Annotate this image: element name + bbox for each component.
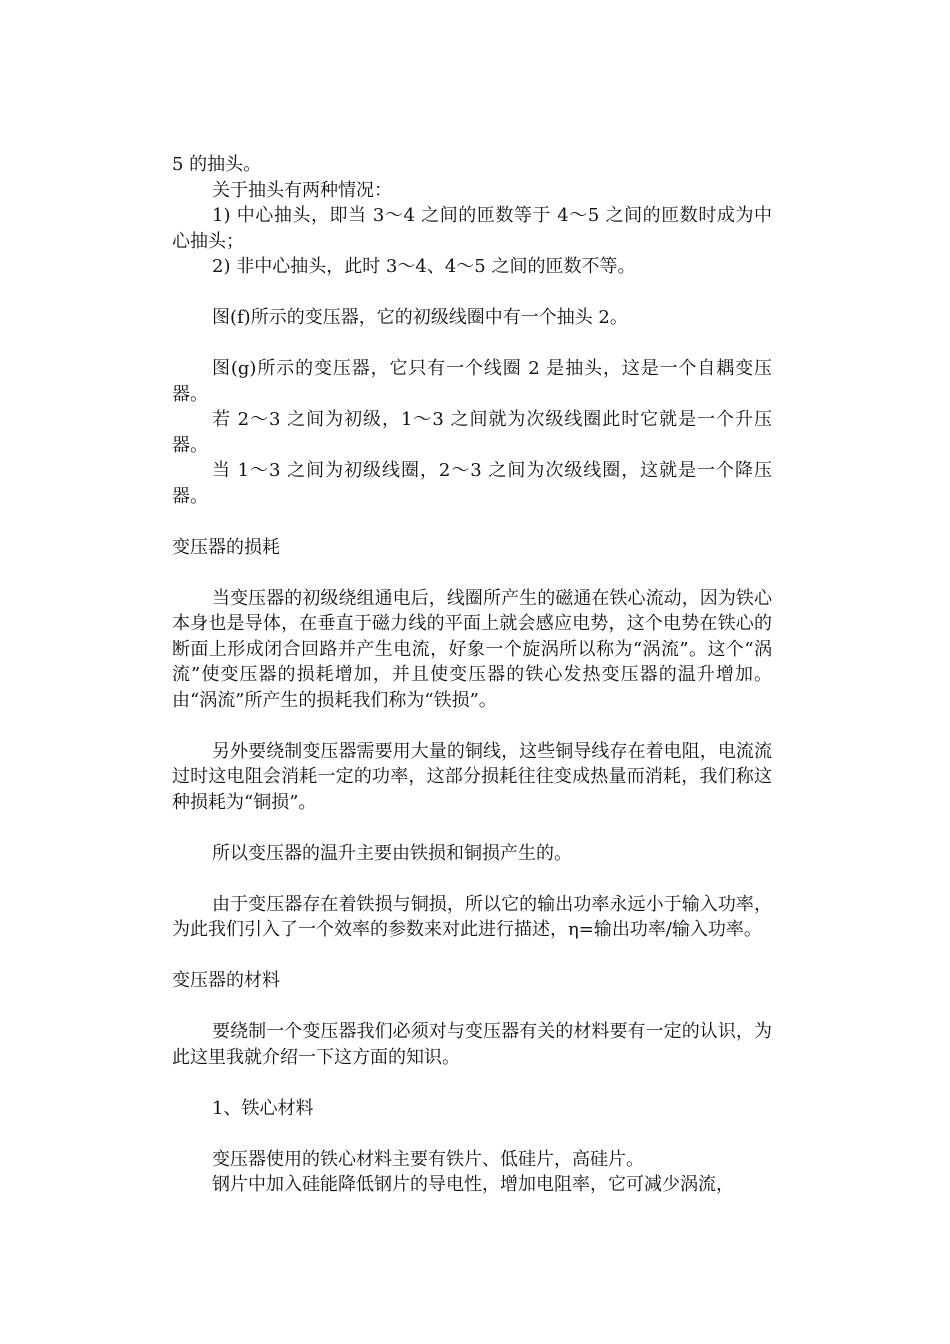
paragraph: 变压器使用的铁心材料主要有铁片、低硅片，高硅片。 [212, 1148, 644, 1170]
list-item: 1) 中心抽头，即当 3～4 之间的匝数等于 4～5 之间的匝数时成为中心抽头； [172, 205, 772, 252]
paragraph: 图(g)所示的变压器，它只有一个线圈 2 是抽头，这是一个自耦变压器。 [172, 358, 772, 405]
paragraph: 当 1～3 之间为初级线圈，2～3 之间为次级线圈，这就是一个降压器。 [172, 460, 772, 507]
paragraph: 钢片中加入硅能降低钢片的导电性，增加电阻率，它可减少涡流， [212, 1174, 734, 1195]
paragraph: 若 2～3 之间为初级，1～3 之间就为次级线圈此时它就是一个升压器。 [172, 409, 772, 456]
paragraph: 由于变压器存在着铁损与铜损，所以它的输出功率永远小于输入功率，为此我们引入了一个效率的参数来对此进行描述，η=输出功率/输入功率。 [172, 893, 772, 940]
paragraph: 关于抽头有两种情况： [212, 179, 392, 201]
paragraph: 所以变压器的温升主要由铁损和铜损产生的。 [212, 842, 572, 864]
list-item: 2) 非中心抽头，此时 3～4、4～5 之间的匝数不等。 [212, 256, 636, 277]
paragraph: 当变压器的初级绕组通电后，线圈所产生的磁通在铁心流动，因为铁心本身也是导体，在垂直于磁力线的平面上就会感应电势，这个电势在铁心的断面上形成闭合回路并产生电流，好象一个旋涡所以称为“涡流”。这个“涡流”使变压器的损耗增加，并且使变压器的铁心发热变压器的温升增加。由“涡流”所产生的损耗我们称为“铁损”。 [172, 587, 772, 711]
subheading: 1、铁心材料 [212, 1097, 314, 1119]
paragraph: 另外要绕制变压器需要用大量的铜线，这些铜导线存在着电阻，电流流过时这电阻会消耗一定的功率，这部分损耗往往变成热量而消耗，我们称这种损耗为“铜损”。 [172, 740, 772, 813]
paragraph: 要绕制一个变压器我们必须对与变压器有关的材料要有一定的认识，为此这里我就介绍一下这方面的知识。 [172, 1021, 772, 1068]
document-page [172, 152, 772, 1198]
paragraph: 图(f)所示的变压器，它的初级线圈中有一个抽头 2。 [212, 307, 628, 328]
paragraph: 5 的抽头。 [172, 154, 262, 175]
section-heading: 变压器的损耗 [172, 536, 280, 558]
section-heading: 变压器的材料 [172, 970, 280, 991]
